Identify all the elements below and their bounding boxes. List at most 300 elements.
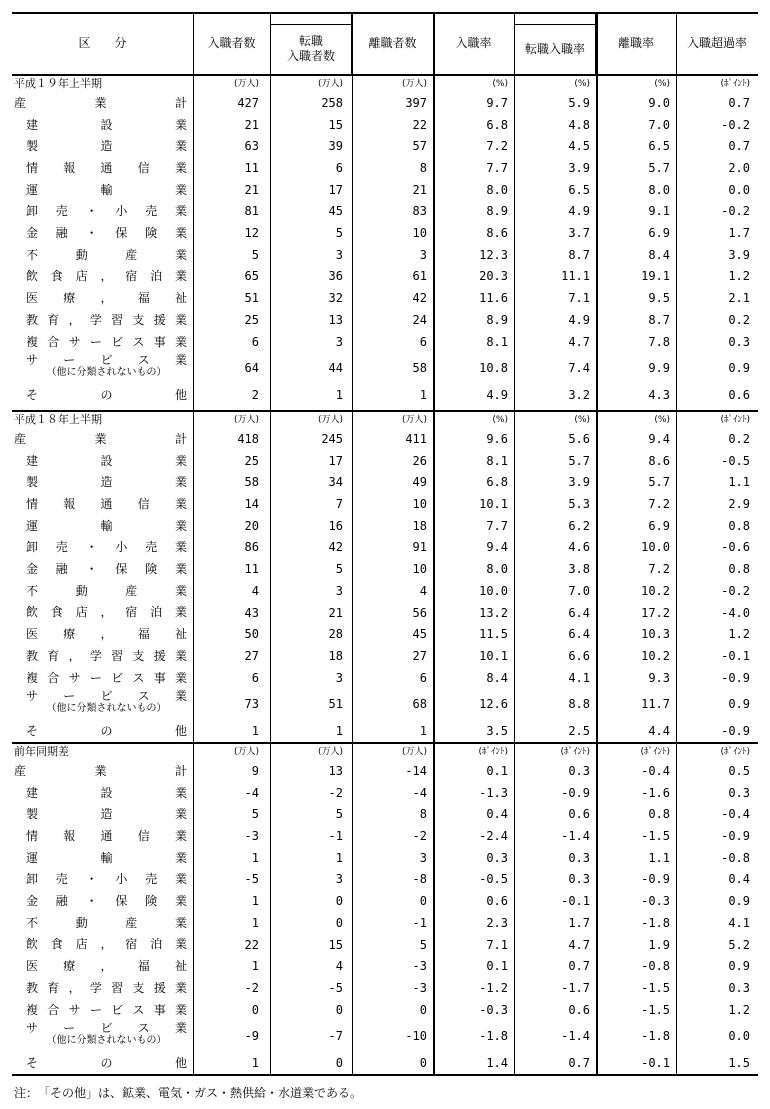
row-label-char: 造 [100,139,113,154]
data-cell: 83 [412,204,427,219]
row-label-char: 療 [63,291,76,306]
row-label-char: 製 [26,139,39,154]
row-label-char: 業 [175,583,188,598]
row-label-char: 業 [94,95,107,110]
data-cell: 0.8 [728,518,750,533]
row-label-char: 業 [175,182,188,197]
row-label-char: 造 [100,475,113,490]
data-cell: -1.5 [641,829,670,843]
data-cell: 8.4 [648,247,670,262]
row-sublabel: （他に分類されないもの） [46,367,167,379]
row-label-char: 保 [115,226,128,241]
data-cell: -0.8 [641,959,670,974]
data-cell: 7.7 [486,518,508,533]
data-cell: -0.9 [721,670,750,685]
data-cell: 50 [244,627,259,642]
row-label-char: 業 [175,1021,188,1036]
row-label-char: 業 [175,828,188,843]
data-cell: -0.9 [721,829,750,843]
data-cell: -1.2 [479,980,508,995]
data-cell: 0.2 [728,431,750,446]
row-label-char: ス [132,1002,145,1017]
data-cell: 0 [335,1002,343,1017]
row-label-char: 業 [175,453,188,468]
data-cell: 1.7 [728,226,750,240]
row-label-char: 信 [137,496,150,511]
row-label-char: 輸 [100,850,113,865]
data-cell: 3.7 [568,226,590,240]
data-cell: 0.6 [728,387,750,402]
unit-label: (万人) [233,79,259,89]
row-label-char: ビ [100,353,113,368]
row-label-char: 卸 [26,204,39,219]
data-cell: 4.3 [648,387,670,402]
data-cell: 0.5 [728,763,750,778]
column-line [352,12,353,1074]
row-label-char: 計 [175,763,188,778]
data-cell: 0.9 [728,894,750,909]
row-label-char: 業 [175,850,188,865]
column-header: 入職者数 [207,35,256,50]
data-cell: 73 [244,697,259,712]
row-label-char: 祉 [175,627,188,642]
row-label-char: 業 [175,670,188,685]
unit-label: (ﾎﾟｲﾝﾄ) [720,415,750,425]
data-cell: 7.2 [648,562,670,577]
row-label-char: 業 [175,312,188,327]
row-label-char: サ [68,670,81,685]
data-cell: -8 [412,872,427,887]
column-line [514,12,515,1074]
data-cell: -1.3 [479,785,508,800]
row-label-char: 報 [63,496,76,511]
row-label-char: 動 [75,915,88,930]
data-cell: 7 [335,496,343,511]
data-cell: 0 [335,894,343,909]
data-cell: 5.7 [568,453,590,468]
unit-label: (万人) [317,415,343,425]
data-cell: 2.0 [728,160,750,175]
row-label-char: ， [100,291,113,306]
data-cell: 7.2 [648,496,670,511]
data-cell: -1.4 [561,1029,590,1044]
data-cell: 6.9 [648,226,670,240]
data-cell: 25 [244,453,259,468]
row-label-char: ・ [85,540,98,555]
data-cell: 17 [328,453,343,468]
row-label-char: 援 [153,648,166,663]
data-cell: 1 [335,723,343,738]
data-cell: -1.4 [561,829,590,843]
data-cell: 4.1 [568,670,590,685]
data-cell: 0 [419,1002,427,1017]
data-cell: 91 [412,540,427,555]
data-cell: -0.9 [721,723,750,738]
data-cell: 3.9 [728,247,750,262]
data-cell: -4 [412,785,427,800]
data-cell: 3.2 [568,387,590,402]
data-cell: 1 [251,850,259,865]
data-cell: -7 [328,1029,343,1044]
data-cell: -0.1 [561,894,590,909]
row-label-char: 建 [26,117,39,132]
row-label-char: 合 [47,1002,60,1017]
row-label-char: 信 [137,160,150,175]
data-cell: 11.6 [479,291,508,306]
data-cell: 8 [419,160,427,175]
data-cell: -0.4 [721,807,750,822]
data-cell: 26 [412,453,427,468]
data-cell: 1.4 [486,1055,508,1070]
row-label-char: 食 [50,937,63,952]
row-label-char: 業 [175,353,188,368]
data-cell: 8.4 [486,670,508,685]
data-cell: 5 [335,807,343,822]
data-cell: 4.1 [728,915,750,930]
row-label-char: ス [132,334,145,349]
row-label-char: 業 [175,160,188,175]
data-cell: -1.5 [641,980,670,995]
unit-label: (ﾎﾟｲﾝﾄ) [720,79,750,89]
data-cell: 1.9 [648,937,670,952]
data-cell: 2 [251,387,259,402]
data-cell: 10.1 [479,648,508,663]
row-label-char: 融 [55,562,68,577]
row-label-char: 建 [26,453,39,468]
row-label-char: 信 [137,828,150,843]
row-label-char: 卸 [26,872,39,887]
row-label-char: 店 [75,269,88,284]
row-label-char: ビ [111,670,124,685]
data-cell: -14 [405,763,427,778]
data-cell: 5.3 [568,496,590,511]
row-label-char: 運 [26,182,39,197]
data-cell: 17.2 [641,605,670,620]
data-cell: 0.6 [568,1002,590,1017]
row-label-char: 業 [175,605,188,620]
row-label-char: サ [68,334,81,349]
data-cell: 6 [251,670,259,685]
row-label-char: 学 [89,648,102,663]
data-cell: 18 [412,518,427,533]
row-label-char: 通 [100,160,113,175]
row-label-char: ， [100,959,113,974]
data-cell: 12.3 [479,247,508,262]
data-cell: 32 [328,291,343,306]
row-label-char: 援 [153,312,166,327]
row-label-char: 業 [175,1002,188,1017]
data-cell: 64 [244,361,259,376]
data-cell: 12 [244,226,259,240]
row-label-char: 報 [63,828,76,843]
data-cell: 0.0 [728,182,750,197]
row-label-char: 業 [175,689,188,704]
row-label-char: 売 [145,204,158,219]
data-cell: 5 [251,247,259,262]
data-cell: 0.9 [728,361,750,376]
data-cell: 49 [412,475,427,490]
data-cell: -2 [328,785,343,800]
data-cell: 8.0 [486,182,508,197]
data-cell: 3 [335,670,343,685]
data-cell: -1 [328,829,343,843]
data-cell: 0 [419,894,427,909]
data-cell: 81 [244,204,259,219]
row-label-char: 卸 [26,540,39,555]
data-cell: 7.8 [648,334,670,349]
data-cell: 58 [412,361,427,376]
data-cell: 61 [412,269,427,284]
row-label-char: 泊 [150,269,163,284]
data-cell: -0.9 [561,785,590,800]
row-label-char: 金 [26,894,39,909]
data-cell: 8.7 [568,247,590,262]
row-label-char: 業 [175,226,188,241]
data-cell: 6.8 [486,117,508,132]
row-label-char: 情 [26,828,39,843]
row-label-char: ス [137,689,150,704]
row-label-char: ， [100,627,113,642]
row-label-char: 福 [137,627,150,642]
section-title: 前年同期差 [14,745,69,758]
data-cell: 4.9 [568,312,590,327]
row-label-char: 情 [26,160,39,175]
data-cell: 1 [335,387,343,402]
column-header: 転職入職率 [524,41,585,56]
row-label-char: 育 [47,312,60,327]
row-label-char: 業 [175,785,188,800]
data-cell: 3 [335,872,343,887]
data-cell: 0.3 [568,872,590,887]
data-cell: 6.4 [568,627,590,642]
unit-label: (%) [574,79,590,89]
data-cell: -0.9 [641,872,670,887]
data-cell: 20.3 [479,269,508,284]
row-label-char: 業 [175,648,188,663]
row-label-char: 複 [26,1002,39,1017]
data-cell: 7.2 [486,139,508,154]
row-label-char: 業 [175,872,188,887]
row-label-char: 業 [175,269,188,284]
data-cell: 3 [335,334,343,349]
data-cell: 9.4 [486,540,508,555]
data-cell: 2.1 [728,291,750,306]
data-cell: 9.4 [648,431,670,446]
row-label-char: 小 [115,204,128,219]
data-cell: 0.1 [486,959,508,974]
row-label-char: 小 [115,540,128,555]
row-label-char: 学 [89,980,102,995]
data-cell: 43 [244,605,259,620]
rule-line [12,1074,758,1076]
data-cell: 3 [419,247,427,262]
data-cell: -1.8 [641,1029,670,1044]
data-cell: -1 [412,915,427,930]
row-label-char: 業 [175,204,188,219]
data-cell: 1 [251,1055,259,1070]
data-cell: -1.8 [479,1029,508,1044]
data-cell: 10.0 [479,583,508,598]
data-cell: 0.9 [728,697,750,712]
row-label-char: 産 [125,247,138,262]
data-cell: 6 [335,160,343,175]
data-cell: 5.2 [728,937,750,952]
data-cell: 15 [328,117,343,132]
row-label-char: 輸 [100,518,113,533]
data-cell: 0.4 [486,807,508,822]
data-cell: 3 [335,583,343,598]
row-sublabel: （他に分類されないもの） [46,703,167,715]
data-cell: 3.9 [568,475,590,490]
row-label-char: 泊 [150,605,163,620]
data-cell: 0.2 [728,312,750,327]
row-label-char: 学 [89,312,102,327]
row-label-char: 他 [175,1055,188,1070]
row-label-char: ， [68,648,81,663]
row-label-char: 複 [26,334,39,349]
row-label-char: 業 [175,475,188,490]
row-label-char: 売 [55,540,68,555]
rule-line [12,74,758,76]
row-label-char: 業 [175,334,188,349]
row-label-char: 業 [175,562,188,577]
data-cell: 1 [335,850,343,865]
data-cell: 0.7 [728,139,750,154]
data-cell: 10.3 [641,627,670,642]
data-cell: 63 [244,139,259,154]
data-cell: 27 [244,648,259,663]
section-title: 平成１９年上半期 [14,77,102,90]
row-label-char: 報 [63,160,76,175]
data-cell: 6 [251,334,259,349]
data-cell: 9.9 [648,361,670,376]
row-label-char: 産 [125,583,138,598]
data-cell: -1.8 [641,915,670,930]
unit-label: (万人) [401,415,427,425]
data-cell: 1 [251,723,259,738]
row-label-char: ー [89,1002,102,1017]
data-cell: 10.8 [479,361,508,376]
row-label-char: 事 [153,334,166,349]
data-cell: 13.2 [479,605,508,620]
row-label-char: 祉 [175,291,188,306]
data-cell: 0 [419,1055,427,1070]
row-label-char: ー [89,670,102,685]
data-cell: -10 [405,1029,427,1044]
row-label-char: ・ [85,226,98,241]
data-cell: 57 [412,139,427,154]
data-cell: 21 [244,117,259,132]
data-cell: 0.3 [728,980,750,995]
data-cell: 2.3 [486,915,508,930]
rule-line [12,742,758,744]
data-cell: -0.6 [721,540,750,555]
row-label-char: 援 [153,980,166,995]
data-cell: 9.0 [648,95,670,110]
data-cell: 5.6 [568,431,590,446]
row-label-char: ー [63,353,76,368]
footnote: 注： 「その他」は、鉱業、電気・ガス・熱供給・水道業である。 [14,1086,363,1100]
data-cell: 10.2 [641,583,670,598]
data-cell: 4.7 [568,334,590,349]
row-label-char: 店 [75,937,88,952]
data-cell: 4.9 [486,387,508,402]
data-cell: 6.2 [568,518,590,533]
row-label-char: 売 [145,872,158,887]
row-label-char: そ [26,387,39,402]
data-cell: 5 [335,226,343,240]
row-label-char: ー [63,1021,76,1036]
row-label-char: 宿 [125,937,138,952]
row-label-char: 医 [26,959,39,974]
data-cell: 0.3 [728,785,750,800]
data-cell: 16 [328,518,343,533]
data-cell: 7.1 [486,937,508,952]
column-header: 入職率 [455,35,492,50]
row-label-char: 祉 [175,959,188,974]
data-cell: 21 [244,182,259,197]
data-cell: -3 [412,980,427,995]
data-cell: 19.1 [641,269,670,284]
data-cell: -0.3 [641,894,670,909]
data-cell: -0.2 [721,204,750,219]
row-label-char: ， [100,937,113,952]
data-cell: 5 [251,807,259,822]
data-cell: 1 [419,387,427,402]
row-label-char: 金 [26,226,39,241]
row-label-char: 産 [125,915,138,930]
row-label-char: ビ [111,334,124,349]
data-cell: 4 [251,583,259,598]
data-cell: 0 [335,915,343,930]
data-cell: -2 [244,980,259,995]
data-cell: 0.3 [728,334,750,349]
row-label-char: ・ [85,872,98,887]
data-cell: 1 [251,915,259,930]
row-label-char: 業 [175,540,188,555]
row-label-char: 業 [94,431,107,446]
row-label-char: の [100,723,113,738]
data-cell: 3 [419,850,427,865]
data-cell: 8.9 [486,204,508,219]
row-label-char: 他 [175,723,188,738]
data-cell: 4 [419,583,427,598]
data-cell: 2.5 [568,723,590,738]
unit-label: (ﾎﾟｲﾝﾄ) [560,747,590,757]
row-label-char: ス [132,670,145,685]
row-label-char: 合 [47,334,60,349]
row-label-char: 業 [175,139,188,154]
row-label-char: 飲 [26,269,39,284]
data-cell: 0.7 [728,95,750,110]
data-cell: -4 [244,785,259,800]
data-cell: 3 [335,247,343,262]
row-label-char: 通 [100,496,113,511]
row-label-char: 不 [26,583,39,598]
row-label-char: 業 [175,518,188,533]
row-label-char: ， [100,269,113,284]
column-line [596,12,598,1074]
unit-label: (ﾎﾟｲﾝﾄ) [720,747,750,757]
data-cell: 10 [412,226,427,240]
data-cell: 4.5 [568,139,590,154]
column-line [676,12,677,1074]
data-cell: 8.8 [568,697,590,712]
row-label-char: 通 [100,828,113,843]
unit-label: (ﾎﾟｲﾝﾄ) [640,747,670,757]
column-header: 入職超過率 [686,35,747,50]
row-label-char: ー [89,334,102,349]
